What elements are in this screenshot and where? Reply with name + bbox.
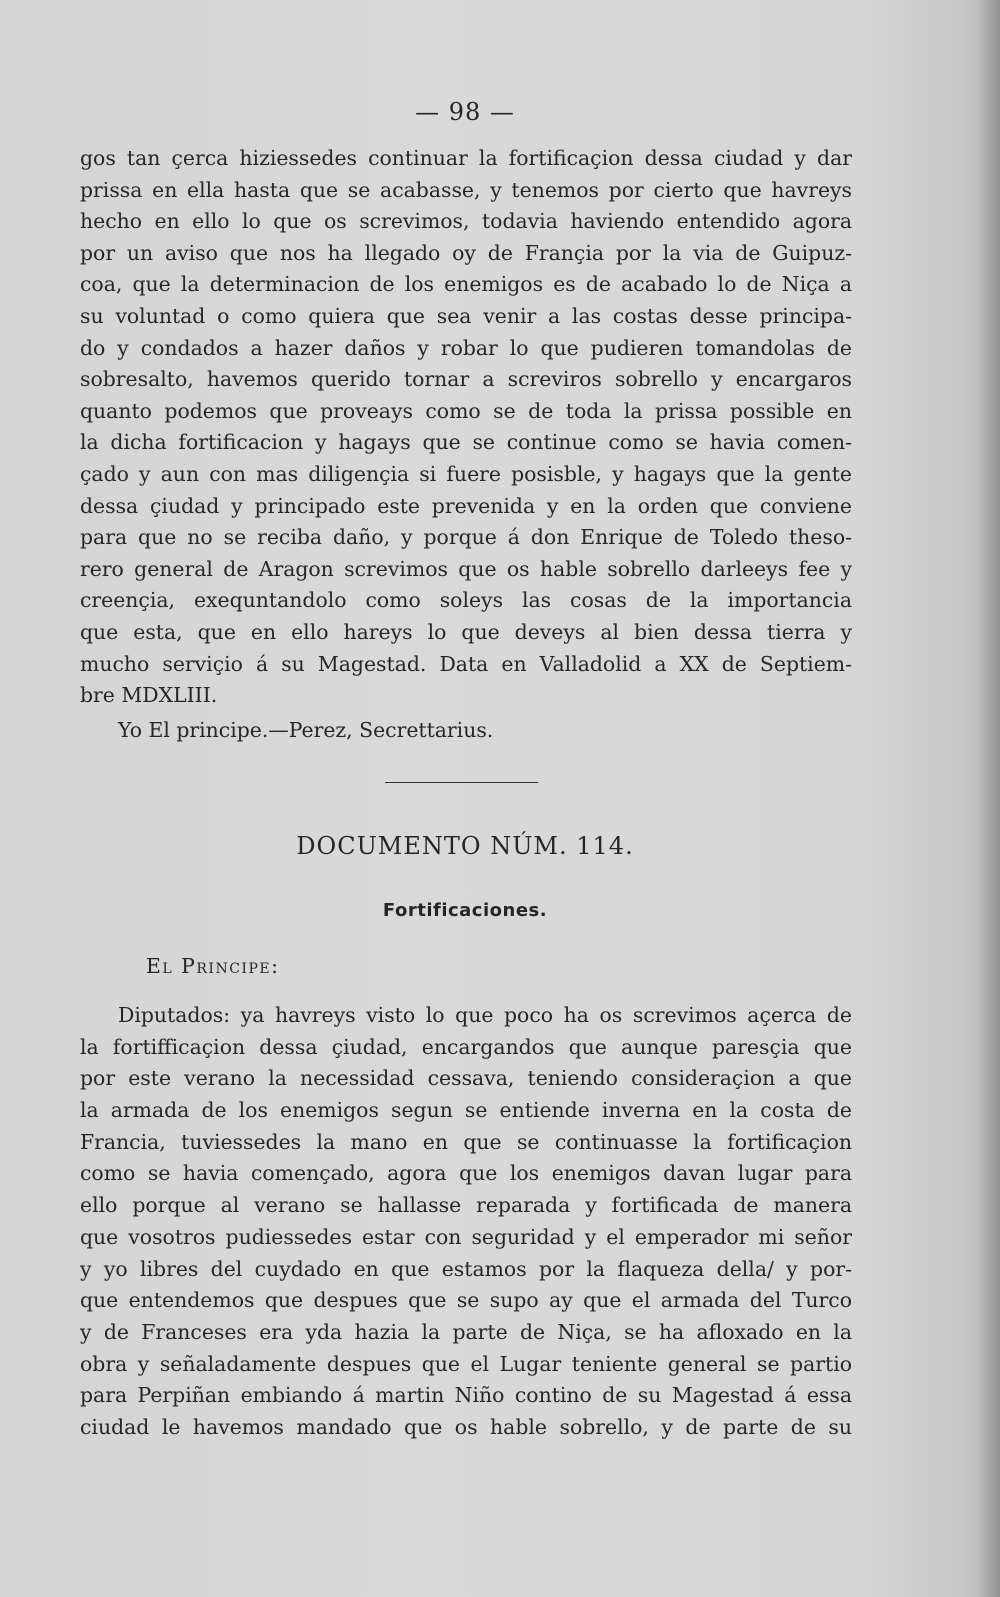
- text-line: que esta, que en ello hareys lo que deveys al bien dessa tierra y: [80, 619, 852, 644]
- text-line: mucho serviçio á su Magestad. Data en Valladolid a XX de Septiem-: [80, 651, 852, 676]
- page-edge-shadow: [978, 0, 1000, 1597]
- text-line: ello porque al verano se hallasse reparada y fortificada de manera: [80, 1193, 852, 1218]
- text-line: bre MDXLIII.: [80, 683, 218, 708]
- text-line: la fortifficaçion dessa çiudad, encargandos que aunque paresçia que: [80, 1034, 852, 1059]
- text-line: y de Franceses era yda hazia la parte de Niça, se ha afloxado en la: [80, 1319, 852, 1344]
- signature-line: Yo El principe.—Perez, Secrettarius.: [118, 718, 494, 742]
- text-line: rero general de Aragon screvimos que os hable sobrello darleeys fee y: [80, 556, 852, 581]
- text-line: coa, que la determinacion de los enemigos es de acabado lo de Niça a: [80, 272, 852, 297]
- text-line: la dicha fortificacion y hagays que se continue como se havia comen-: [80, 430, 852, 455]
- text-line: do y condados a hazer daños y robar lo que pudieren tomandolas de: [80, 335, 852, 360]
- salutation: El Principe:: [146, 954, 280, 978]
- text-line: su voluntad o como quiera que sea venir a las costas desse principa-: [80, 303, 852, 328]
- text-line: como se havia començado, agora que los enemigos davan lugar para: [80, 1161, 852, 1186]
- letter-paragraph-1: [80, 143, 852, 712]
- text-line: gos tan çerca hiziessedes continuar la fortificaçion dessa ciudad y dar: [80, 146, 852, 170]
- text-line: hecho en ello lo que os screvimos, todavia haviendo entendido agora: [80, 209, 852, 234]
- document-subtitle: Fortificaciones.: [382, 900, 548, 921]
- letter-paragraph-2: [80, 1000, 852, 1444]
- text-line: Diputados: ya havreys visto lo que poco ha os screvimos açerca de: [118, 1003, 852, 1027]
- section-divider: [385, 782, 538, 783]
- text-line: por un aviso que nos ha llegado oy de Françia por la via de Guipuz-: [80, 240, 852, 265]
- text-line: por este verano la necessidad cessava, teniendo consideraçion a que: [80, 1066, 852, 1091]
- text-line: creençia, exequntandolo como soleys las cosas de la importancia: [80, 588, 852, 613]
- text-line: la armada de los enemigos segun se entiende inverna en la costa de: [80, 1098, 852, 1123]
- text-line: y yo libres del cuydado en que estamos por la flaqueza della/ y por-: [80, 1256, 852, 1281]
- text-line: para que no se reciba daño, y porque á don Enrique de Toledo theso-: [80, 525, 852, 550]
- text-line: çado y aun con mas diligençia si fuere posisble, y hagays que la gente: [80, 461, 852, 486]
- text-line: que vosotros pudiessedes estar con seguridad y el emperador mi señor: [80, 1224, 852, 1249]
- text-line: ciudad le havemos mandado que os hable sobrello, y de parte de su: [80, 1414, 852, 1439]
- text-line: sobresalto, havemos querido tornar a screviros sobrello y encargaros: [80, 367, 852, 392]
- text-line: prissa en ella hasta que se acabasse, y tenemos por cierto que havreys: [80, 177, 852, 202]
- text-line: que entendemos que despues que se supo ay que el armada del Turco: [80, 1288, 852, 1313]
- document-title: DOCUMENTO NÚM. 114.: [296, 832, 634, 860]
- text-line: para Perpiñan embiando á martin Niño contino de su Magestad á essa: [80, 1383, 852, 1408]
- text-line: quanto podemos que proveays como se de toda la prissa possible en: [80, 398, 852, 423]
- text-line: dessa çiudad y principado este prevenida y en la orden que conviene: [80, 493, 852, 518]
- text-line: Francia, tuviessedes la mano en que se continuasse la fortificaçion: [80, 1129, 852, 1154]
- page-number: — 98 —: [415, 98, 515, 126]
- text-line: obra y señaladamente despues que el Lugar teniente general se partio: [80, 1351, 852, 1376]
